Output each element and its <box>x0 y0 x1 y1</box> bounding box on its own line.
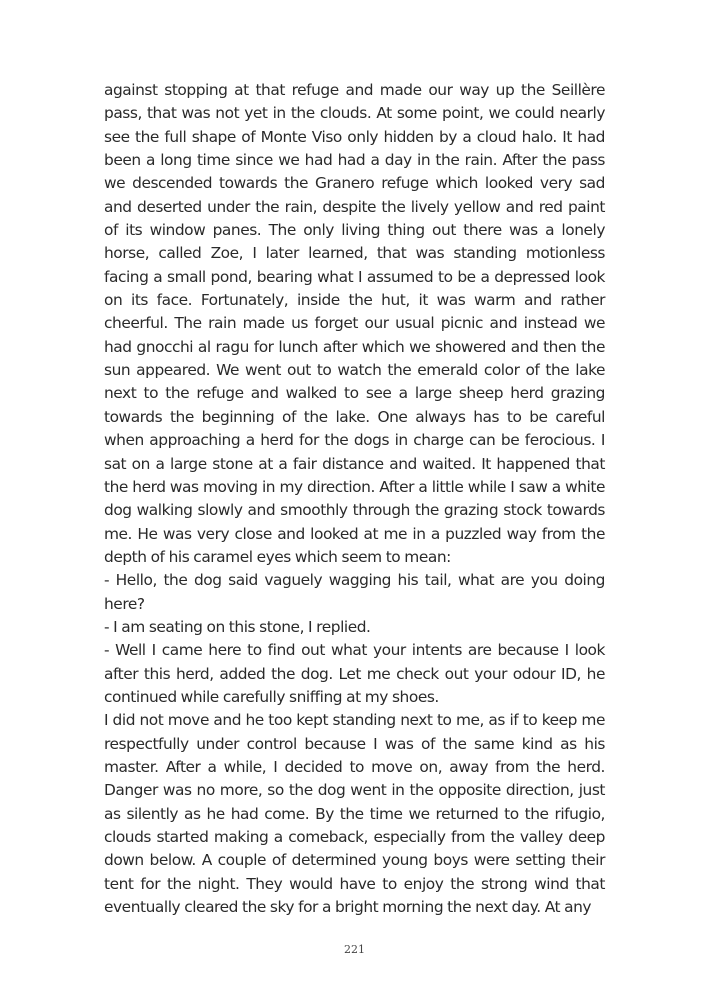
body-text <box>104 79 605 919</box>
paragraph-narrative: against stopping at that refuge and made our way up the Seillère pass, that was not yet in the clouds. At some point, we could nearly see the full shape of Monte Viso only hidden by a cloud halo. It had been a long time since we had had a day in the rain. After the pass we descended towards the Granero refuge which looked very sad and deserted under the rain, despite the lively yellow and red paint of its window panes. The only living thing out there was a lonely horse, called Zoe, I later learned, that was standing motionless facing a small pond, bearing what I assumed to be a depressed look on its face. Fortunately, inside the hut, it was warm and rather cheerful. The rain made us forget our usual picnic and instead we had gnocchi al ragu for lunch after which we showered and then the sun appeared. We went out to watch the emerald color of the lake next to the refuge and walked to see a large sheep herd grazing towards the beginning of the lake. One always has to be careful when approaching a herd for the dogs in charge can be ferocious. I sat on a large stone at a fair distance and waited. It happened that the herd was moving in my direction. After a little while I saw a white dog walking slowly and smoothly through the grazing stock towards me. He was very close and looked at me in a puzzled way from the depth of his caramel eyes which seem to mean: <box>104 81 605 566</box>
paragraph-dialogue-reply: - I am seating on this stone, I replied. <box>104 617 371 636</box>
page-number: 221 <box>344 943 365 956</box>
paragraph-dialogue-dog-greeting: - Hello, the dog said vaguely wagging his tail, what are you doing here? <box>104 571 605 613</box>
paragraph-narrative-end: I did not move and he too kept standing next to me, as if to keep me respectfully under control because I was of the same kind as his master. After a while, I decided to move on, away from the herd. Danger was no more, so the dog went in the opposite direction, just as silently as he had come. By the time we returned to the rifugio, clouds started making a comeback, especially from the valley deep down below. A couple of determined young boys were setting their tent for the night. They would have to enjoy the strong wind that eventually cleared the sky for a bright morning the next day. At any <box>104 711 605 917</box>
paragraph-dialogue-dog-intent: - Well I came here to find out what your intents are because I look after this herd, added the dog. Let me check out your odour ID, he continued while carefully sniffing at my shoes. <box>104 641 605 706</box>
